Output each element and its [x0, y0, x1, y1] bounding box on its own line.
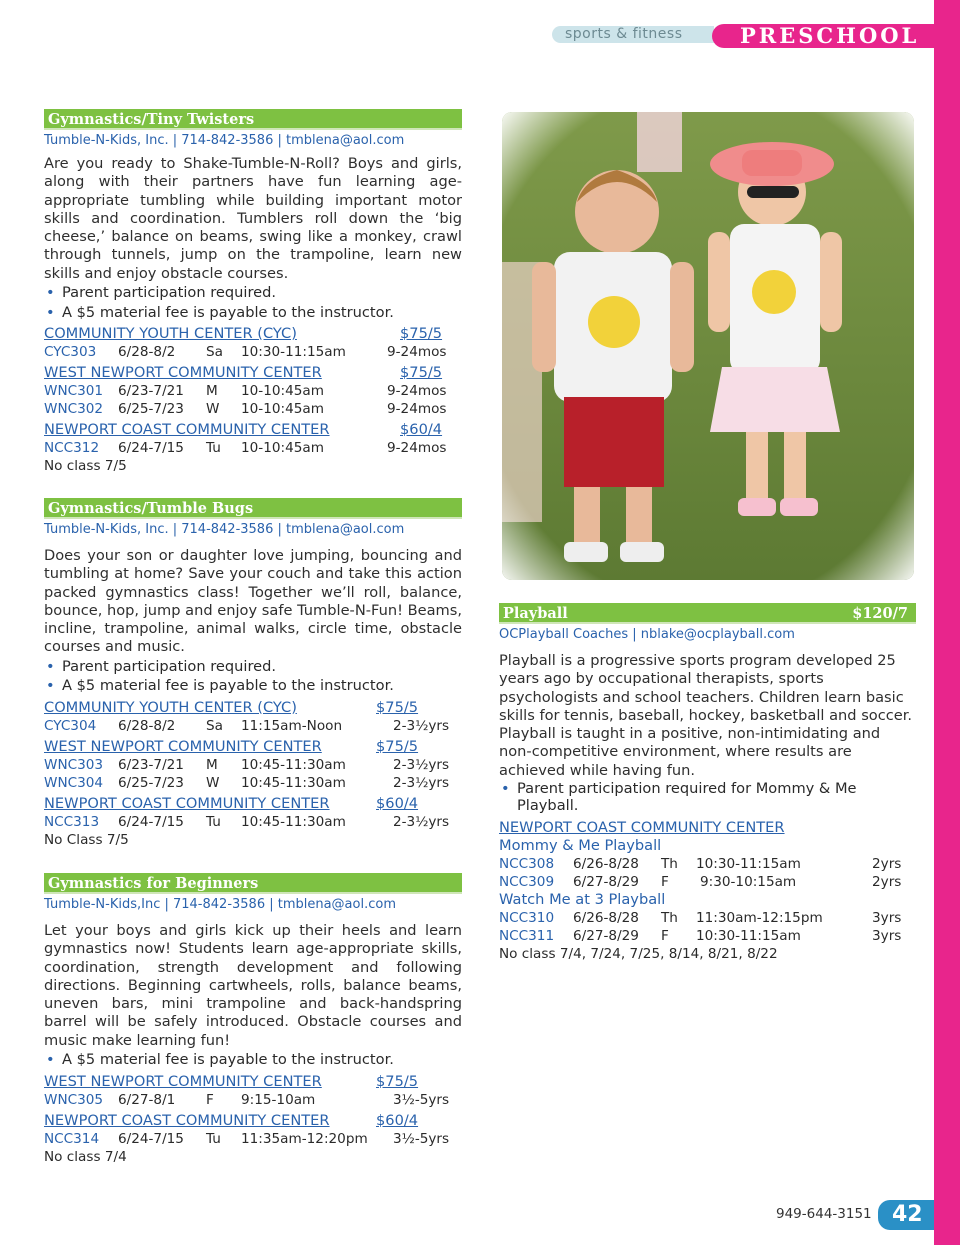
venue-price: $60/4 [376, 1111, 419, 1129]
course-time: 11:35am-12:20pm [241, 1130, 368, 1147]
venue-name[interactable]: WEST NEWPORT COMMUNITY CENTER [44, 364, 322, 382]
course-day: Sa [206, 344, 223, 361]
class-contact[interactable]: Tumble-N-Kids, Inc. | 714-842-3586 | tmblena@aol.com [44, 522, 405, 537]
class-title: Playball [503, 605, 568, 622]
course-day: M [206, 383, 218, 400]
venue-heading[interactable] [44, 794, 462, 813]
class-playball [499, 603, 916, 963]
course-time: 10:30-11:15am [696, 928, 801, 945]
course-day: W [206, 401, 220, 418]
course-time: 9:15-10am [241, 1091, 316, 1108]
class-contact[interactable]: OCPlayball Coaches | nblake@ocplayball.com [499, 627, 795, 642]
class-note: No class 7/4 [44, 1148, 127, 1165]
course-code[interactable]: CYC303 [44, 344, 97, 361]
bullet-item: • A $5 material fee is payable to the instructor. [44, 303, 462, 323]
course-code[interactable]: NCC308 [499, 856, 555, 873]
schedule-row [499, 909, 916, 927]
course-code[interactable]: WNC303 [44, 756, 104, 773]
class-price: $120/7 [852, 605, 908, 622]
class-description: Does your son or daughter love jumping, bouncing and tumbling at home? Save your couch and take this action packed gymnastics class! Together we’ll roll, balance, bounce, hop, jump and enjoy safe Tumble-N-Fun! Beams, incline, trampoline, animal walks, circle time, obstacle courses and music. [44, 547, 462, 656]
section-label: sports & fitness [552, 26, 714, 43]
category-banner: PRESCHOOL [712, 24, 934, 48]
venue-price: $60/4 [400, 421, 443, 439]
venue-name[interactable]: WEST NEWPORT COMMUNITY CENTER [44, 1072, 322, 1090]
course-dates: 6/25-7/23 [118, 401, 184, 418]
course-code[interactable]: NCC309 [499, 874, 555, 891]
course-age: 9-24mos [387, 440, 447, 457]
course-dates: 6/25-7/23 [118, 774, 184, 791]
venue-heading[interactable] [44, 1072, 462, 1091]
course-dates: 6/27-8/29 [573, 874, 639, 891]
schedule-row [44, 439, 462, 457]
course-day: F [661, 874, 669, 891]
course-dates: 6/27-8/29 [573, 928, 639, 945]
course-time: 10-10:45am [241, 401, 324, 418]
children-playing-photo [502, 112, 914, 580]
schedule-row [44, 1091, 462, 1109]
course-time: 10:45-11:30am [241, 756, 346, 773]
course-day: F [206, 1091, 214, 1108]
class-note: No class 7/5 [44, 458, 127, 475]
class-note: No class 7/4, 7/24, 7/25, 8/14, 8/21, 8/22 [499, 946, 778, 963]
class-gymnastics-beginners [44, 873, 462, 1166]
venue-name[interactable]: WEST NEWPORT COMMUNITY CENTER [44, 737, 322, 755]
course-age: 3yrs [872, 910, 902, 927]
footer-phone: 949-644-3151 [776, 1206, 872, 1222]
venue-heading[interactable] [44, 737, 462, 756]
program-subhead: Watch Me at 3 Playball [499, 891, 666, 909]
course-dates: 6/24-7/15 [118, 813, 184, 830]
class-title: Gymnastics for Beginners [44, 873, 462, 894]
class-contact[interactable]: Tumble-N-Kids,Inc | 714-842-3586 | tmblena@aol.com [44, 897, 396, 912]
venue-heading[interactable] [499, 818, 916, 837]
class-bullets [44, 657, 462, 696]
venue-name[interactable]: NEWPORT COAST COMMUNITY CENTER [44, 794, 330, 812]
bullet-item: • Parent participation required. [44, 283, 462, 303]
venue-price: $75/5 [376, 1072, 419, 1090]
class-tiny-twisters [44, 109, 462, 475]
course-code[interactable]: NCC312 [44, 440, 100, 457]
venue-price: $75/5 [376, 698, 419, 716]
class-bullets [44, 283, 462, 322]
course-age: 9-24mos [387, 383, 447, 400]
course-day: Sa [206, 717, 223, 734]
class-title: Gymnastics/Tiny Twisters [44, 109, 462, 130]
schedule-row [499, 855, 916, 873]
course-day: Th [661, 856, 678, 873]
course-age: 2-3½yrs [393, 774, 450, 791]
course-code[interactable]: NCC314 [44, 1130, 100, 1147]
course-time: 10:45-11:30am [241, 813, 346, 830]
course-code[interactable]: NCC310 [499, 910, 555, 927]
course-dates: 6/26-8/28 [573, 856, 639, 873]
course-day: Tu [206, 813, 221, 830]
schedule-row [44, 813, 462, 831]
course-dates: 6/28-8/2 [118, 344, 176, 361]
bullet-item: • A $5 material fee is payable to the instructor. [44, 676, 462, 696]
page-edge-bar [934, 0, 960, 1245]
course-age: 3yrs [872, 928, 902, 945]
class-note: No Class 7/5 [44, 831, 129, 848]
schedule-row [499, 873, 916, 891]
venue-price: $60/4 [376, 794, 419, 812]
schedule-row [44, 382, 462, 400]
course-day: F [661, 928, 669, 945]
course-day: Th [661, 910, 678, 927]
venue-price: $75/5 [400, 325, 443, 343]
course-time: 9:30-10:15am [700, 874, 797, 891]
class-tumble-bugs [44, 498, 462, 849]
class-title: Gymnastics/Tumble Bugs [44, 498, 462, 519]
bullet-item: • Parent participation required. [44, 657, 462, 677]
course-age: 2yrs [872, 874, 902, 891]
course-dates: 6/23-7/21 [118, 756, 184, 773]
course-time: 10:30-11:15am [241, 344, 346, 361]
schedule-row [499, 927, 916, 945]
course-day: Tu [206, 1130, 221, 1147]
course-age: 2yrs [872, 856, 902, 873]
course-code[interactable]: CYC304 [44, 717, 97, 734]
venue-heading[interactable] [44, 698, 462, 717]
class-description: Playball is a progressive sports program developed 25 years ago by occupational therapists, sports psychologists and school teachers. Children learn basic skills for tennis, baseball, hockey, basketball and soccer. Playball is taught in a positive, non-intimidating and non-competitive environment, where results are achieved while having fun. [499, 652, 913, 779]
venue-price: $75/5 [376, 737, 419, 755]
schedule-row [44, 756, 462, 774]
photo-illustration [502, 112, 914, 580]
schedule-row [44, 1130, 462, 1148]
course-dates: 6/24-7/15 [118, 1130, 184, 1147]
course-day: W [206, 774, 220, 791]
page-number: 42 [878, 1200, 934, 1230]
course-age: 2-3½yrs [393, 756, 450, 773]
course-age: 9-24mos [387, 401, 447, 418]
course-time: 10-10:45am [241, 383, 324, 400]
venue-heading[interactable] [44, 363, 462, 382]
bullet-item: • Parent participation required for Mommy & Me Playball. [499, 780, 916, 814]
course-code[interactable]: NCC313 [44, 813, 100, 830]
course-age: 2-3½yrs [393, 813, 450, 830]
class-bullets [499, 780, 916, 814]
course-dates: 6/27-8/1 [118, 1091, 176, 1108]
course-day: Tu [206, 440, 221, 457]
venue-name[interactable]: COMMUNITY YOUTH CENTER (CYC) [44, 325, 297, 343]
venue-heading[interactable] [44, 1111, 462, 1130]
schedule-row [44, 343, 462, 361]
course-time: 10:30-11:15am [696, 856, 801, 873]
course-time: 10-10:45am [241, 440, 324, 457]
course-age: 2-3½yrs [393, 717, 450, 734]
course-age: 9-24mos [387, 344, 447, 361]
course-time: 11:15am-Noon [241, 717, 343, 734]
course-age: 3½-5yrs [393, 1091, 450, 1108]
schedule-row [44, 717, 462, 735]
course-time: 10:45-11:30am [241, 774, 346, 791]
course-age: 3½-5yrs [393, 1130, 450, 1147]
class-description: Let your boys and girls kick up their heels and learn gymnastics now! Students learn age-appropriate skills, coordination, strength development and following directions. Beginning cartwheels, rolls, balance beams, uneven bars, mini trampoline and back-handspring barrel will be safely introduced. Obstacle courses and music make learning fun! [44, 922, 462, 1049]
venue-price: $75/5 [400, 364, 443, 382]
schedule-row [44, 400, 462, 418]
course-day: M [206, 756, 218, 773]
course-code[interactable]: WNC305 [44, 1091, 104, 1108]
course-code[interactable]: NCC311 [499, 928, 555, 945]
venue-heading[interactable] [44, 420, 462, 439]
course-dates: 6/28-8/2 [118, 717, 176, 734]
course-code[interactable]: WNC302 [44, 401, 104, 418]
course-dates: 6/26-8/28 [573, 910, 639, 927]
venue-heading[interactable] [44, 324, 462, 343]
venue-name[interactable]: NEWPORT COAST COMMUNITY CENTER [44, 421, 330, 439]
class-title-bar [499, 603, 916, 624]
venue-name[interactable]: NEWPORT COAST COMMUNITY CENTER [499, 819, 785, 837]
course-code[interactable]: WNC301 [44, 383, 104, 400]
course-dates: 6/24-7/15 [118, 440, 184, 457]
program-subhead: Mommy & Me Playball [499, 837, 662, 855]
bullet-item: • A $5 material fee is payable to the instructor. [44, 1050, 462, 1070]
class-contact[interactable]: Tumble-N-Kids, Inc. | 714-842-3586 | tmblena@aol.com [44, 133, 405, 148]
class-bullets [44, 1050, 462, 1070]
course-time: 11:30am-12:15pm [696, 910, 823, 927]
venue-name[interactable]: NEWPORT COAST COMMUNITY CENTER [44, 1111, 330, 1129]
venue-name[interactable]: COMMUNITY YOUTH CENTER (CYC) [44, 698, 297, 716]
course-dates: 6/23-7/21 [118, 383, 184, 400]
class-description: Are you ready to Shake-Tumble-N-Roll? Boys and girls, along with their partners have fun learning age-appropriate tumbling while building important motor skills and coordination. Tumblers roll down the ‘big cheese,’ balance on beams, swing like a monkey, crawl through tunnels, jump on the trampoline, learn new skills and enjoy obstacle courses. [44, 155, 462, 282]
schedule-row [44, 774, 462, 792]
course-code[interactable]: WNC304 [44, 774, 104, 791]
